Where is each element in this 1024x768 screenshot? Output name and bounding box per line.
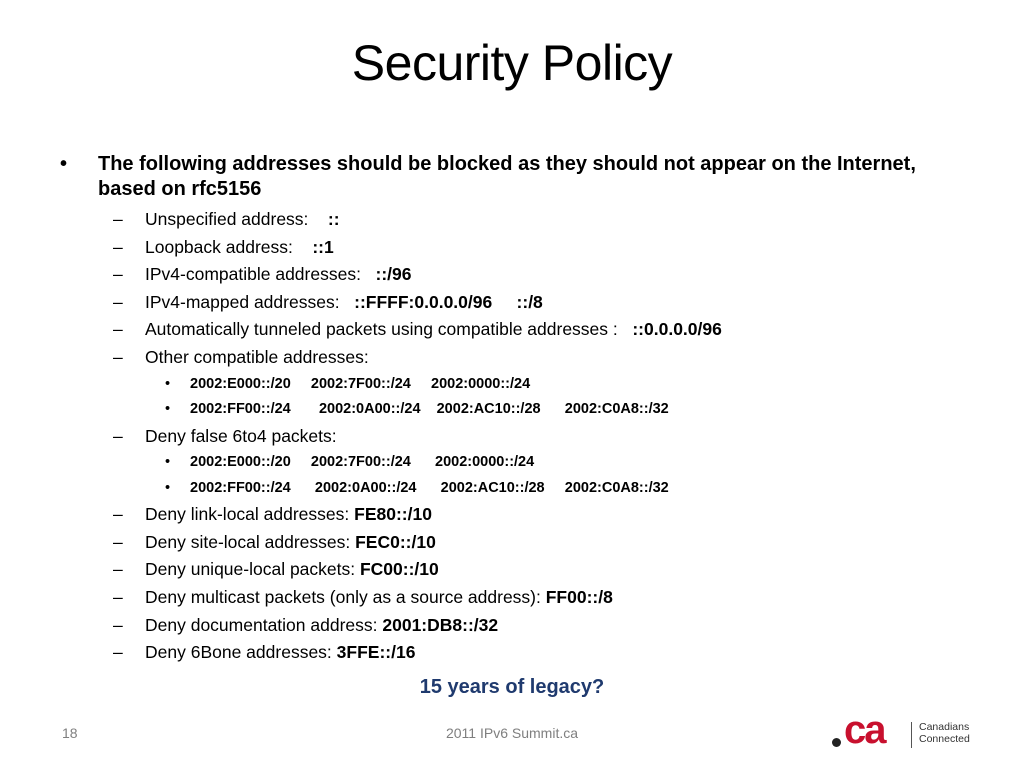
dash-icon: – xyxy=(113,209,123,229)
list-item: – Deny multicast packets (only as a source address): FF00::/8 xyxy=(60,584,960,612)
list-item: – IPv4-mapped addresses: ::FFFF:0.0.0.0/96 ::/8 xyxy=(60,289,960,317)
dash-icon: – xyxy=(113,504,123,525)
dash-icon: – xyxy=(113,236,123,257)
dash-icon: – xyxy=(113,346,123,367)
logo-divider xyxy=(911,722,912,748)
list-item: – Deny link-local addresses: FE80::/10 xyxy=(60,501,960,529)
tagline: 15 years of legacy? xyxy=(419,676,605,698)
logo-text: Canadians Connected xyxy=(919,721,970,745)
dash-icon: – xyxy=(113,614,123,635)
dash-icon: – xyxy=(113,264,123,285)
dash-icon: – xyxy=(113,425,123,446)
dash-icon: – xyxy=(113,531,123,552)
dash-icon: – xyxy=(113,319,123,340)
list-item: – Loopback address: ::1 xyxy=(60,234,960,262)
logo-mark: ca xyxy=(844,708,885,752)
dash-icon: – xyxy=(113,642,123,663)
list-item: – Deny site-local addresses: FEC0::/10 xyxy=(60,529,960,557)
list-item: – Unspecified address: :: xyxy=(60,206,960,234)
list-item: – Other compatible addresses: xyxy=(60,344,960,372)
main-bullet xyxy=(60,152,960,202)
sub-list-item: • 2002:E000::/20 2002:7F00::/24 2002:0000::/24 xyxy=(60,372,960,398)
list-item: – Deny 6Bone addresses: 3FFE::/16 xyxy=(60,639,960,667)
list-item: – IPv4-compatible addresses: ::/96 xyxy=(60,261,960,289)
list-item: – Deny false 6to4 packets: xyxy=(60,423,960,451)
dash-icon: – xyxy=(113,586,123,607)
dash-icon: – xyxy=(113,559,123,580)
bullet-icon: • xyxy=(165,454,171,471)
dash-icon: – xyxy=(113,291,123,312)
bullet-icon: • xyxy=(60,153,68,175)
canadians-connected-logo xyxy=(832,708,982,752)
list-item: – Automatically tunneled packets using compatible addresses : ::0.0.0.0/96 xyxy=(60,316,960,344)
main-bullet-text: The following addresses should be blocked as they should not appear on the Internet, based on rfc5156 xyxy=(98,153,916,200)
list-item: – Deny unique-local packets: FC00::/10 xyxy=(60,556,960,584)
sub-list-item: • 2002:FF00::/24 2002:0A00::/24 2002:AC10::/28 2002:C0A8::/32 xyxy=(60,476,960,502)
slide-body xyxy=(60,152,960,667)
slide-title: Security Policy xyxy=(351,35,673,91)
page-number: 18 xyxy=(62,725,78,741)
bullet-icon: • xyxy=(165,375,171,392)
footer-center-text: 2011 IPv6 Summit.ca xyxy=(445,725,579,741)
sub-list-item: • 2002:E000::/20 2002:7F00::/24 2002:0000::/24 xyxy=(60,450,960,476)
sub-list-item: • 2002:FF00::/24 2002:0A00::/24 2002:AC10::/28 2002:C0A8::/32 xyxy=(60,397,960,423)
bullet-icon: • xyxy=(165,401,171,418)
logo-dot-icon xyxy=(832,738,841,747)
list-item: – Deny documentation address: 2001:DB8::/32 xyxy=(60,612,960,640)
bullet-icon: • xyxy=(165,479,171,496)
